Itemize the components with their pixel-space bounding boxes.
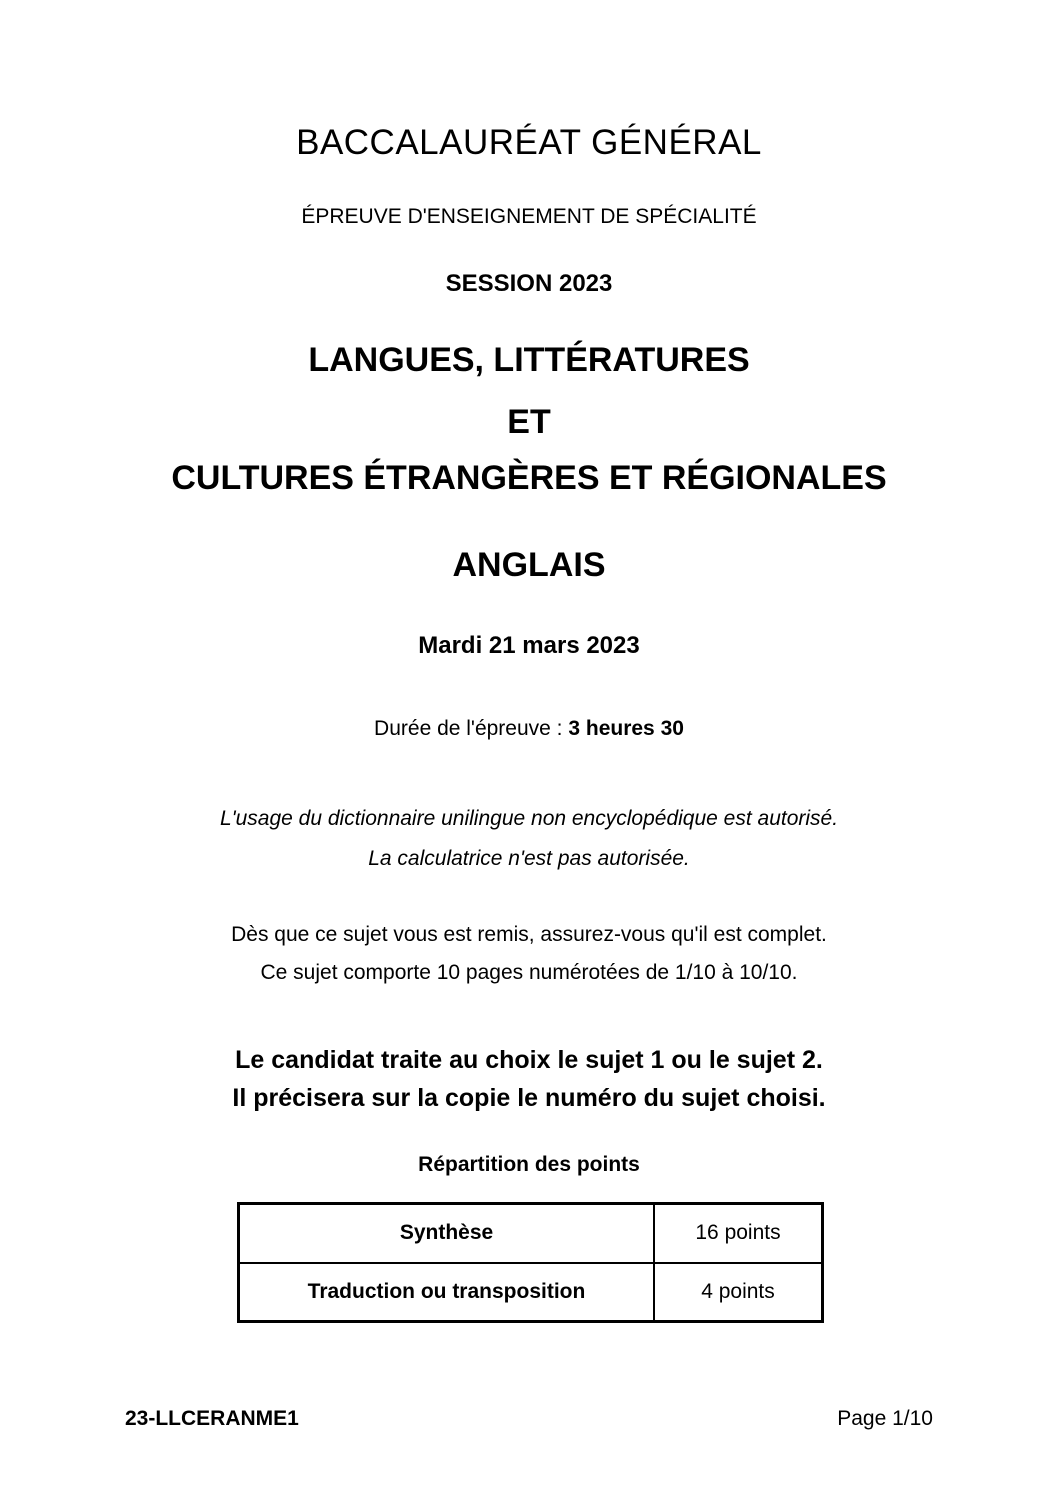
- table-row: [239, 1263, 823, 1322]
- page-footer: [125, 1407, 933, 1431]
- choice-instruction-2: Il précisera sur la copie le numéro du sujet choisi.: [232, 1084, 826, 1112]
- choice-instruction-1: Le candidat traite au choix le sujet 1 ou le sujet 2.: [235, 1046, 823, 1074]
- points-row-value: 16 points: [654, 1204, 823, 1263]
- footer-page-number: Page 1/10: [837, 1407, 933, 1430]
- exam-type-subtitle: ÉPREUVE D'ENSEIGNEMENT DE SPÉCIALITÉ: [301, 205, 757, 228]
- footer-reference-code: 23-LLCERANME1: [125, 1407, 299, 1430]
- points-section-title: Répartition des points: [418, 1153, 640, 1176]
- points-table: [237, 1202, 824, 1323]
- points-row-value: 4 points: [654, 1263, 823, 1322]
- exam-title: BACCALAURÉAT GÉNÉRAL: [296, 123, 762, 162]
- exam-date: Mardi 21 mars 2023: [418, 632, 640, 659]
- points-row-label: Traduction ou transposition: [239, 1263, 655, 1322]
- completeness-note-2: Ce sujet comporte 10 pages numérotées de 1/10 à 10/10.: [260, 961, 798, 984]
- points-row-label: Synthèse: [239, 1204, 655, 1263]
- subject-line-1: LANGUES, LITTÉRATURES: [308, 341, 750, 379]
- table-row: [239, 1204, 823, 1263]
- subject-line-2: ET: [507, 403, 551, 441]
- calculator-rule: La calculatrice n'est pas autorisée.: [368, 847, 690, 870]
- subject-line-3: CULTURES ÉTRANGÈRES ET RÉGIONALES: [171, 459, 887, 497]
- duration-label: Durée de l'épreuve :: [374, 717, 563, 740]
- completeness-note-1: Dès que ce sujet vous est remis, assurez-vous qu'il est complet.: [231, 923, 827, 946]
- duration-value: 3 heures 30: [568, 717, 684, 740]
- language-label: ANGLAIS: [452, 546, 606, 584]
- dictionary-rule: L'usage du dictionnaire unilingue non encyclopédique est autorisé.: [219, 807, 839, 830]
- session-label: SESSION 2023: [445, 270, 613, 297]
- duration-line: [0, 717, 1058, 741]
